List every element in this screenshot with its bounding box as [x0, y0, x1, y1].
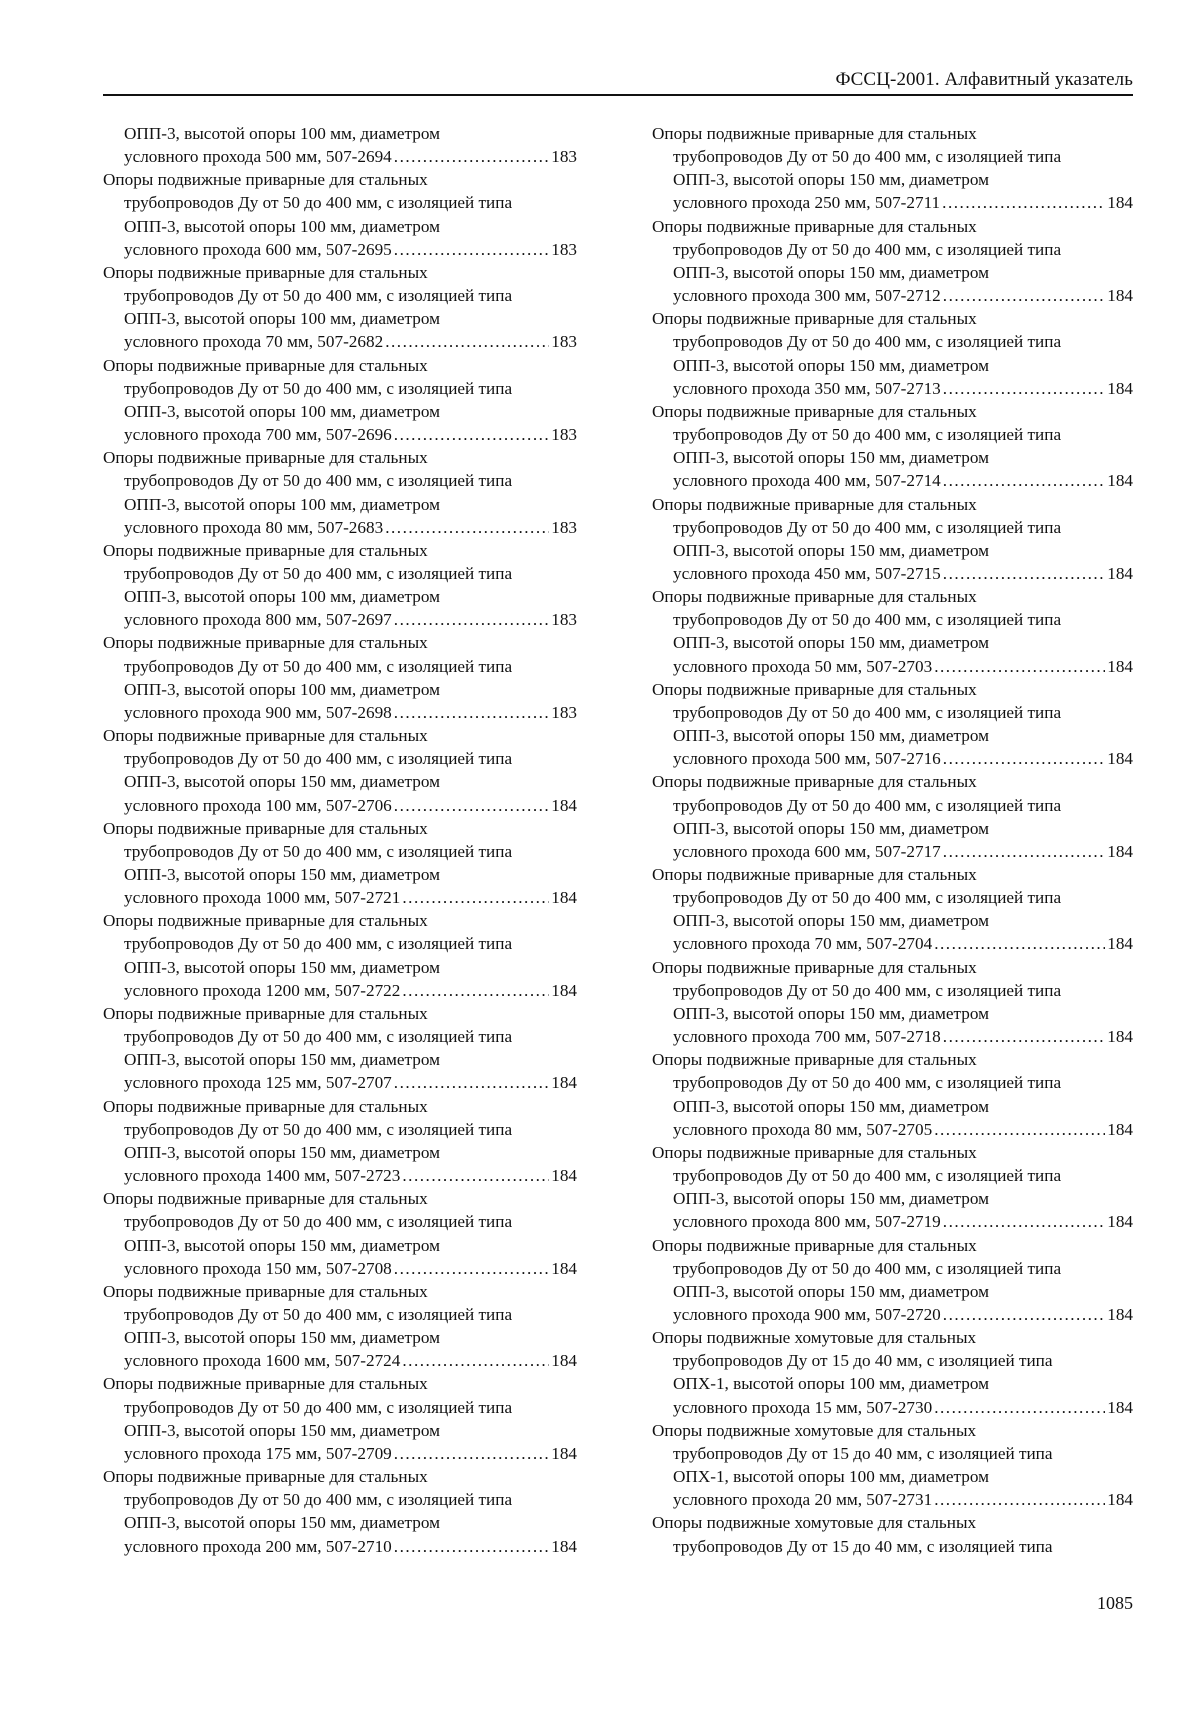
- entry-heading: Опоры подвижные приварные для стальных: [652, 1142, 977, 1162]
- entry-line: ОПП-3, высотой опоры 100 мм, диаметром: [124, 401, 440, 421]
- entry-reference-line: [652, 1118, 1133, 1141]
- entry-page-number: 183: [551, 147, 577, 167]
- dot-leader: [385, 330, 549, 353]
- entry-line: ОПП-3, высотой опоры 150 мм, диаметром: [673, 1281, 989, 1301]
- entry-code: условного прохода 800 мм, 507-2697: [124, 610, 392, 630]
- entry-heading: Опоры подвижные приварные для стальных: [652, 494, 977, 514]
- dot-leader: [934, 1396, 1105, 1419]
- entry-heading: Опоры подвижные хомутовые для стальных: [652, 1328, 977, 1348]
- entry-reference-line: [103, 701, 577, 724]
- entry-line: трубопроводов Ду от 15 до 40 мм, с изоляцией типа: [673, 1351, 1053, 1371]
- entry-page-number: 184: [1107, 286, 1133, 306]
- entry-line: ОПП-3, высотой опоры 150 мм, диаметром: [673, 170, 989, 190]
- index-entry: [103, 168, 577, 261]
- entry-line: трубопроводов Ду от 50 до 400 мм, с изоляцией типа: [673, 702, 1062, 722]
- dot-leader: [394, 423, 549, 446]
- dot-leader: [943, 562, 1105, 585]
- index-entry: [652, 1048, 1133, 1141]
- entry-line: трубопроводов Ду от 50 до 400 мм, с изоляцией типа: [124, 378, 513, 398]
- entry-page-number: 184: [1107, 1397, 1133, 1417]
- entry-reference-line: [103, 423, 577, 446]
- entry-line: трубопроводов Ду от 50 до 400 мм, с изоляцией типа: [124, 841, 513, 861]
- entry-line: трубопроводов Ду от 50 до 400 мм, с изоляцией типа: [673, 610, 1062, 630]
- entry-code: условного прохода 500 мм, 507-2716: [673, 749, 941, 769]
- entry-heading: Опоры подвижные хомутовые для стальных: [652, 1513, 977, 1533]
- entry-code: условного прохода 300 мм, 507-2712: [673, 286, 941, 306]
- entry-heading: Опоры подвижные приварные для стальных: [103, 1281, 428, 1301]
- entry-code: условного прохода 125 мм, 507-2707: [124, 1073, 392, 1093]
- entry-heading: Опоры подвижные приварные для стальных: [652, 772, 977, 792]
- entry-page-number: 183: [551, 425, 577, 445]
- entry-code: условного прохода 1000 мм, 507-2721: [124, 888, 401, 908]
- index-entry: [652, 585, 1133, 678]
- entry-code: условного прохода 50 мм, 507-2703: [673, 656, 933, 676]
- entry-page-number: 184: [551, 888, 577, 908]
- page-header: [103, 68, 1133, 96]
- dot-leader: [385, 516, 549, 539]
- index-entry: [103, 446, 577, 539]
- entry-line: ОПП-3, высотой опоры 150 мм, диаметром: [124, 772, 440, 792]
- entry-heading: Опоры подвижные приварные для стальных: [103, 1003, 428, 1023]
- entry-line: ОПП-3, высотой опоры 150 мм, диаметром: [124, 1420, 440, 1440]
- entry-page-number: 184: [551, 980, 577, 1000]
- entry-line: трубопроводов Ду от 50 до 400 мм, с изоляцией типа: [673, 147, 1062, 167]
- entry-reference-line: [652, 469, 1133, 492]
- entry-reference-line: [103, 794, 577, 817]
- dot-leader: [402, 1349, 549, 1372]
- entry-page-number: 183: [551, 702, 577, 722]
- entry-heading: Опоры подвижные приварные для стальных: [103, 170, 428, 190]
- index-entry: [652, 956, 1133, 1049]
- entry-page-number: 184: [551, 1258, 577, 1278]
- entry-code: условного прохода 900 мм, 507-2720: [673, 1304, 941, 1324]
- entry-page-number: 184: [1107, 563, 1133, 583]
- dot-leader: [943, 377, 1105, 400]
- index-entry: [652, 1419, 1133, 1512]
- index-entry: [103, 539, 577, 632]
- entry-line: ОПП-3, высотой опоры 100 мм, диаметром: [124, 309, 440, 329]
- entry-page-number: 184: [1107, 656, 1133, 676]
- entry-line: ОПП-3, высотой опоры 150 мм, диаметром: [124, 865, 440, 884]
- entry-reference-line: [652, 284, 1133, 307]
- entry-heading: Опоры подвижные приварные для стальных: [652, 401, 977, 421]
- entry-line: ОПП-3, высотой опоры 150 мм, диаметром: [673, 726, 989, 746]
- entry-line: трубопроводов Ду от 50 до 400 мм, с изоляцией типа: [673, 425, 1062, 445]
- page-number: 1085: [1097, 1593, 1133, 1613]
- index-entry: [652, 1234, 1133, 1327]
- entry-line: ОПП-3, высотой опоры 150 мм, диаметром: [673, 1096, 989, 1116]
- index-entry: [103, 122, 577, 168]
- entry-code: условного прохода 700 мм, 507-2696: [124, 425, 392, 445]
- index-column-left: [103, 122, 577, 1558]
- entry-line: трубопроводов Ду от 50 до 400 мм, с изоляцией типа: [673, 795, 1062, 815]
- entry-line: трубопроводов Ду от 50 до 400 мм, с изоляцией типа: [673, 888, 1062, 908]
- entry-heading: Опоры подвижные приварные для стальных: [103, 1374, 428, 1394]
- entry-page-number: 184: [551, 1443, 577, 1463]
- entry-heading: Опоры подвижные приварные для стальных: [103, 633, 428, 653]
- dot-leader: [943, 1210, 1105, 1233]
- dot-leader: [943, 840, 1105, 863]
- entry-line: ОПП-3, высотой опоры 100 мм, диаметром: [124, 494, 440, 514]
- entry-page-number: 183: [551, 239, 577, 259]
- entry-line: ОПП-3, высотой опоры 150 мм, диаметром: [673, 448, 989, 468]
- entry-heading: Опоры подвижные приварные для стальных: [652, 216, 977, 236]
- entry-line: ОПХ-1, высотой опоры 100 мм, диаметром: [673, 1467, 989, 1487]
- entry-line: трубопроводов Ду от 50 до 400 мм, с изоляцией типа: [124, 1027, 513, 1047]
- entry-line: трубопроводов Ду от 50 до 400 мм, с изоляцией типа: [673, 1258, 1062, 1278]
- index-entry: [103, 354, 577, 447]
- entry-code: условного прохода 400 мм, 507-2714: [673, 471, 941, 491]
- index-entry: [652, 863, 1133, 956]
- entry-line: трубопроводов Ду от 15 до 40 мм, с изоляцией типа: [673, 1443, 1053, 1463]
- index-entry: [103, 909, 577, 1002]
- entry-line: ОПП-3, высотой опоры 150 мм, диаметром: [124, 1235, 440, 1255]
- entry-page-number: 184: [1107, 934, 1133, 954]
- entry-code: условного прохода 150 мм, 507-2708: [124, 1258, 392, 1278]
- index-entry: [103, 1465, 577, 1558]
- entry-heading: Опоры подвижные приварные для стальных: [103, 818, 428, 838]
- entry-reference-line: [103, 886, 577, 909]
- entry-line: трубопроводов Ду от 15 до 40 мм, с изоляцией типа: [673, 1536, 1053, 1556]
- entry-page-number: 184: [551, 795, 577, 815]
- entry-code: условного прохода 1400 мм, 507-2723: [124, 1166, 401, 1186]
- index-entry: [652, 1326, 1133, 1419]
- entry-reference-line: [652, 932, 1133, 955]
- entry-page-number: 184: [1107, 1027, 1133, 1047]
- entry-line: трубопроводов Ду от 50 до 400 мм, с изоляцией типа: [673, 332, 1062, 352]
- entry-code: условного прохода 15 мм, 507-2730: [673, 1397, 933, 1417]
- index-entry: [652, 122, 1133, 215]
- entry-line: ОПП-3, высотой опоры 150 мм, диаметром: [673, 1189, 989, 1209]
- dot-leader: [943, 747, 1105, 770]
- entry-reference-line: [652, 1396, 1133, 1419]
- index-entry: [103, 261, 577, 354]
- dot-leader: [394, 701, 549, 724]
- entry-line: ОПП-3, высотой опоры 150 мм, диаметром: [124, 1328, 440, 1348]
- entry-heading: Опоры подвижные приварные для стальных: [652, 124, 977, 143]
- entry-line: ОПХ-1, высотой опоры 100 мм, диаметром: [673, 1374, 989, 1394]
- index-entry: [103, 1095, 577, 1188]
- index-column-right: [652, 122, 1133, 1558]
- entry-code: условного прохода 100 мм, 507-2706: [124, 795, 392, 815]
- entry-heading: Опоры подвижные приварные для стальных: [652, 679, 977, 699]
- dot-leader: [394, 1257, 549, 1280]
- entry-line: ОПП-3, высотой опоры 150 мм, диаметром: [673, 911, 989, 931]
- dot-leader: [402, 979, 549, 1002]
- dot-leader: [934, 1118, 1105, 1141]
- entry-heading: Опоры подвижные приварные для стальных: [652, 1235, 977, 1255]
- entry-reference-line: [652, 562, 1133, 585]
- entry-heading: Опоры подвижные приварные для стальных: [103, 262, 428, 282]
- entry-line: ОПП-3, высотой опоры 150 мм, диаметром: [673, 540, 989, 560]
- index-entry: [652, 1141, 1133, 1234]
- entry-line: ОПП-3, высотой опоры 150 мм, диаметром: [673, 818, 989, 838]
- entry-line: ОПП-3, высотой опоры 150 мм, диаметром: [673, 262, 989, 282]
- entry-code: условного прохода 500 мм, 507-2694: [124, 147, 392, 167]
- entry-page-number: 183: [551, 610, 577, 630]
- entry-line: ОПП-3, высотой опоры 100 мм, диаметром: [124, 124, 440, 143]
- index-entry: [652, 215, 1133, 308]
- entry-line: ОПП-3, высотой опоры 150 мм, диаметром: [673, 633, 989, 653]
- entry-page-number: 183: [551, 332, 577, 352]
- entry-page-number: 184: [551, 1536, 577, 1556]
- entry-line: трубопроводов Ду от 50 до 400 мм, с изоляцией типа: [673, 1166, 1062, 1186]
- entry-page-number: 184: [1107, 471, 1133, 491]
- entry-page-number: 183: [551, 517, 577, 537]
- entry-code: условного прохода 1200 мм, 507-2722: [124, 980, 401, 1000]
- entry-page-number: 184: [1107, 1490, 1133, 1510]
- entry-line: трубопроводов Ду от 50 до 400 мм, с изоляцией типа: [124, 193, 513, 213]
- entry-code: условного прохода 600 мм, 507-2717: [673, 841, 941, 861]
- entry-reference-line: [103, 979, 577, 1002]
- entry-code: условного прохода 80 мм, 507-2683: [124, 517, 384, 537]
- entry-reference-line: [103, 330, 577, 353]
- entry-line: трубопроводов Ду от 50 до 400 мм, с изоляцией типа: [124, 934, 513, 954]
- entry-heading: Опоры подвижные приварные для стальных: [103, 355, 428, 375]
- index-entry: [103, 1187, 577, 1280]
- dot-leader: [394, 1535, 549, 1558]
- entry-line: трубопроводов Ду от 50 до 400 мм, с изоляцией типа: [673, 980, 1062, 1000]
- index-entry: [103, 1372, 577, 1465]
- entry-code: условного прохода 450 мм, 507-2715: [673, 563, 941, 583]
- entry-reference-line: [652, 1025, 1133, 1048]
- dot-leader: [942, 191, 1105, 214]
- index-entry: [652, 770, 1133, 863]
- running-header-title: ФССЦ-2001. Алфавитный указатель: [835, 69, 1133, 90]
- entry-heading: Опоры подвижные приварные для стальных: [652, 309, 977, 329]
- dot-leader: [394, 608, 549, 631]
- entry-line: трубопроводов Ду от 50 до 400 мм, с изоляцией типа: [124, 286, 513, 306]
- dot-leader: [934, 655, 1105, 678]
- dot-leader: [943, 1025, 1105, 1048]
- entry-line: ОПП-3, высотой опоры 150 мм, диаметром: [673, 355, 989, 375]
- entry-reference-line: [103, 238, 577, 261]
- entry-line: ОПП-3, высотой опоры 100 мм, диаметром: [124, 679, 440, 699]
- entry-line: трубопроводов Ду от 50 до 400 мм, с изоляцией типа: [124, 1304, 513, 1324]
- dot-leader: [394, 1071, 549, 1094]
- entry-reference-line: [652, 747, 1133, 770]
- entry-line: трубопроводов Ду от 50 до 400 мм, с изоляцией типа: [124, 1397, 513, 1417]
- entry-reference-line: [103, 608, 577, 631]
- entry-page-number: 184: [1107, 193, 1133, 213]
- entry-code: условного прохода 175 мм, 507-2709: [124, 1443, 392, 1463]
- entry-code: условного прохода 700 мм, 507-2718: [673, 1027, 941, 1047]
- dot-leader: [943, 469, 1105, 492]
- index-entry: [652, 1511, 1133, 1557]
- dot-leader: [394, 238, 549, 261]
- index-entry: [103, 724, 577, 817]
- entry-code: условного прохода 200 мм, 507-2710: [124, 1536, 392, 1556]
- entry-heading: Опоры подвижные приварные для стальных: [103, 1189, 428, 1209]
- index-entry: [103, 1002, 577, 1095]
- entry-code: условного прохода 1600 мм, 507-2724: [124, 1351, 401, 1371]
- entry-reference-line: [652, 840, 1133, 863]
- entry-line: ОПП-3, высотой опоры 100 мм, диаметром: [124, 216, 440, 236]
- entry-heading: Опоры подвижные приварные для стальных: [103, 726, 428, 746]
- dot-leader: [934, 932, 1105, 955]
- entry-page-number: 184: [1107, 749, 1133, 769]
- dot-leader: [402, 886, 549, 909]
- entry-code: условного прохода 600 мм, 507-2695: [124, 239, 392, 259]
- entry-code: условного прохода 70 мм, 507-2704: [673, 934, 933, 954]
- entry-line: ОПП-3, высотой опоры 150 мм, диаметром: [124, 957, 440, 977]
- index-entry: [103, 1280, 577, 1373]
- entry-line: трубопроводов Ду от 50 до 400 мм, с изоляцией типа: [124, 1119, 513, 1139]
- entry-heading: Опоры подвижные хомутовые для стальных: [652, 1420, 977, 1440]
- entry-page-number: 184: [1107, 1119, 1133, 1139]
- entry-reference-line: [652, 377, 1133, 400]
- entry-heading: Опоры подвижные приварные для стальных: [652, 957, 977, 977]
- entry-line: трубопроводов Ду от 50 до 400 мм, с изоляцией типа: [673, 239, 1062, 259]
- entry-heading: Опоры подвижные приварные для стальных: [103, 448, 428, 468]
- entry-reference-line: [652, 1488, 1133, 1511]
- entry-reference-line: [103, 1164, 577, 1187]
- entry-line: трубопроводов Ду от 50 до 400 мм, с изоляцией типа: [673, 517, 1062, 537]
- entry-reference-line: [652, 1210, 1133, 1233]
- index-entry: [652, 307, 1133, 400]
- dot-leader: [394, 794, 549, 817]
- entry-line: ОПП-3, высотой опоры 150 мм, диаметром: [124, 1050, 440, 1070]
- entry-code: условного прохода 70 мм, 507-2682: [124, 332, 384, 352]
- entry-line: ОПП-3, высотой опоры 150 мм, диаметром: [124, 1513, 440, 1533]
- entry-heading: Опоры подвижные приварные для стальных: [103, 540, 428, 560]
- entry-reference-line: [103, 1257, 577, 1280]
- entry-reference-line: [652, 1303, 1133, 1326]
- dot-leader: [934, 1488, 1105, 1511]
- entry-page-number: 184: [1107, 1212, 1133, 1232]
- index-entry: [652, 678, 1133, 771]
- entry-reference-line: [652, 191, 1133, 214]
- entry-heading: Опоры подвижные приварные для стальных: [103, 1096, 428, 1116]
- index-entry: [652, 400, 1133, 493]
- dot-leader: [394, 1442, 549, 1465]
- entry-page-number: 184: [551, 1166, 577, 1186]
- entry-code: условного прохода 80 мм, 507-2705: [673, 1119, 933, 1139]
- entry-line: трубопроводов Ду от 50 до 400 мм, с изоляцией типа: [124, 1490, 513, 1510]
- entry-code: условного прохода 20 мм, 507-2731: [673, 1490, 933, 1510]
- entry-reference-line: [103, 1535, 577, 1558]
- entry-heading: Опоры подвижные приварные для стальных: [103, 1467, 428, 1487]
- entry-code: условного прохода 900 мм, 507-2698: [124, 702, 392, 722]
- index-entry: [103, 631, 577, 724]
- entry-code: условного прохода 250 мм, 507-2711: [673, 193, 941, 213]
- index-entry: [652, 493, 1133, 586]
- dot-leader: [394, 145, 549, 168]
- entry-line: ОПП-3, высотой опоры 150 мм, диаметром: [673, 1003, 989, 1023]
- entry-line: трубопроводов Ду от 50 до 400 мм, с изоляцией типа: [124, 1212, 513, 1232]
- dot-leader: [943, 284, 1105, 307]
- entry-line: трубопроводов Ду от 50 до 400 мм, с изоляцией типа: [673, 1073, 1062, 1093]
- entry-line: ОПП-3, высотой опоры 150 мм, диаметром: [124, 1142, 440, 1162]
- entry-line: ОПП-3, высотой опоры 100 мм, диаметром: [124, 587, 440, 607]
- entry-code: условного прохода 350 мм, 507-2713: [673, 378, 941, 398]
- entry-heading: Опоры подвижные приварные для стальных: [652, 1050, 977, 1070]
- entry-line: трубопроводов Ду от 50 до 400 мм, с изоляцией типа: [124, 563, 513, 583]
- entry-heading: Опоры подвижные приварные для стальных: [103, 911, 428, 931]
- entry-page-number: 184: [551, 1073, 577, 1093]
- dot-leader: [943, 1303, 1105, 1326]
- entry-line: трубопроводов Ду от 50 до 400 мм, с изоляцией типа: [124, 656, 513, 676]
- entry-reference-line: [103, 1442, 577, 1465]
- entry-line: трубопроводов Ду от 50 до 400 мм, с изоляцией типа: [124, 749, 513, 769]
- entry-line: трубопроводов Ду от 50 до 400 мм, с изоляцией типа: [124, 471, 513, 491]
- entry-heading: Опоры подвижные приварные для стальных: [652, 865, 977, 884]
- entry-code: условного прохода 800 мм, 507-2719: [673, 1212, 941, 1232]
- entry-reference-line: [103, 1349, 577, 1372]
- entry-page-number: 184: [551, 1351, 577, 1371]
- index-entry: [103, 817, 577, 910]
- dot-leader: [402, 1164, 549, 1187]
- entry-heading: Опоры подвижные приварные для стальных: [652, 587, 977, 607]
- entry-reference-line: [652, 655, 1133, 678]
- entry-reference-line: [103, 516, 577, 539]
- entry-page-number: 184: [1107, 378, 1133, 398]
- entry-reference-line: [103, 1071, 577, 1094]
- entry-reference-line: [103, 145, 577, 168]
- entry-page-number: 184: [1107, 1304, 1133, 1324]
- entry-page-number: 184: [1107, 841, 1133, 861]
